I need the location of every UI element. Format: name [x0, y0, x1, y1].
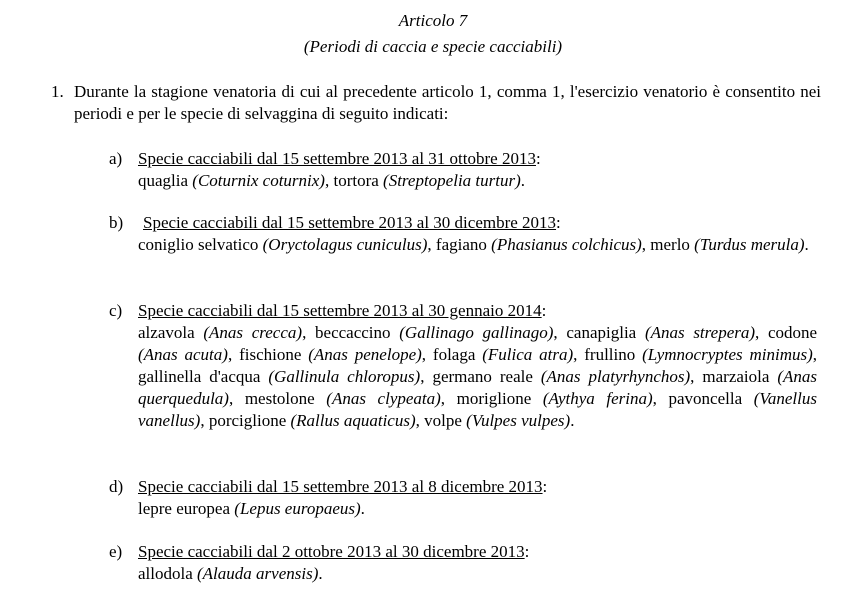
species-name: germano reale	[432, 367, 533, 386]
species-name: canapiglia	[566, 323, 637, 342]
species-name: moriglione	[456, 389, 532, 408]
item-label: b)	[109, 213, 124, 232]
item-species: coniglio selvatico (Oryctolagus cuniculus), fagiano (Phasianus colchicus), merlo (Turdus merula).	[138, 235, 809, 254]
item-heading: Specie cacciabili dal 15 settembre 2013 al 30 dicembre 2013:	[143, 213, 561, 232]
species-latin-name: (Anas acuta)	[138, 345, 228, 364]
species-name: tortora	[333, 171, 379, 190]
item-species: quaglia (Coturnix coturnix), tortora (Streptopelia turtur).	[138, 171, 526, 190]
species-latin-name: (Rallus aquaticus)	[290, 411, 416, 430]
species-latin-name: (Anas clypeata)	[326, 389, 441, 408]
species-name: lepre europea	[138, 499, 231, 518]
species-name: volpe	[424, 411, 462, 430]
item-species: allodola (Alauda arvensis).	[138, 564, 323, 583]
paragraph-text: Durante la stagione venatoria di cui al precedente articolo 1, comma 1, l'esercizio venatorio è consentito nei periodi e per le specie di selvaggina di seguito indicati:	[74, 82, 821, 123]
item-heading: Specie cacciabili dal 2 ottobre 2013 al 30 dicembre 2013:	[138, 542, 530, 561]
species-latin-name: (Anas platyrhynchos)	[540, 367, 691, 386]
species-name: mestolone	[244, 389, 315, 408]
species-latin-name: (Gallinago gallinago)	[399, 323, 554, 342]
species-latin-name: (Coturnix coturnix)	[192, 171, 325, 190]
species-name: alzavola	[138, 323, 195, 342]
species-name: quaglia	[138, 171, 189, 190]
species-latin-name: (Aythya ferina)	[542, 389, 653, 408]
species-latin-name: (Lepus europaeus)	[234, 499, 361, 518]
item-heading: Specie cacciabili dal 15 settembre 2013 al 8 dicembre 2013:	[138, 477, 548, 496]
species-latin-name: (Anas querquedula)	[138, 367, 818, 408]
species-latin-name: (Turdus merula)	[694, 235, 805, 254]
species-name: folaga	[432, 345, 476, 364]
species-latin-name: (Fulica atra)	[482, 345, 574, 364]
item-heading: Specie cacciabili dal 15 settembre 2013 al 31 ottobre 2013:	[138, 149, 541, 168]
species-name: marzaiola	[702, 367, 770, 386]
species-name: merlo	[650, 235, 690, 254]
species-name: pavoncella	[668, 389, 743, 408]
item-heading: Specie cacciabili dal 15 settembre 2013 al 30 gennaio 2014:	[138, 301, 547, 320]
item-species: lepre europea (Lepus europaeus).	[138, 499, 365, 518]
item-label: c)	[109, 301, 123, 320]
species-latin-name: (Lymnocryptes minimus)	[642, 345, 813, 364]
paragraph-1	[51, 81, 821, 125]
species-name: fischione	[239, 345, 302, 364]
species-name: frullino	[584, 345, 636, 364]
item-label: e)	[109, 542, 123, 561]
species-latin-name: (Phasianus colchicus)	[491, 235, 642, 254]
species-name: allodola	[138, 564, 193, 583]
species-name: porciglione	[208, 411, 287, 430]
species-name: gallinella d'acqua	[138, 367, 261, 386]
species-latin-name: (Vulpes vulpes)	[466, 411, 571, 430]
species-latin-name: (Anas crecca)	[203, 323, 303, 342]
item-species: alzavola (Anas crecca), beccaccino (Gallinago gallinago), canapiglia (Anas strepera), codone (Anas acuta), fischione (Anas penelope), folaga (Fulica atra), frullino (Lymnocryptes minimus), gallinella d'acqua (Gallinula chloropus), germano reale (Anas platyrhynchos), marzaiola (Anas querquedula), mestolone (Anas clypeata), moriglione (Aythya ferina), pavoncella (Vanellus vanellus), porciglione (Rallus aquaticus), volpe (Vulpes vulpes).	[138, 323, 818, 430]
species-latin-name: (Anas penelope)	[308, 345, 422, 364]
species-latin-name: (Vanellus vanellus)	[138, 389, 817, 430]
paragraph-number: 1.	[51, 82, 64, 101]
species-latin-name: (Alauda arvensis)	[197, 564, 319, 583]
item-label: a)	[109, 149, 123, 168]
species-name: fagiano	[435, 235, 487, 254]
species-name: beccaccino	[315, 323, 391, 342]
article-title: Articolo 7	[398, 11, 468, 30]
species-latin-name: (Gallinula chloropus)	[268, 367, 421, 386]
item-label: d)	[109, 477, 124, 496]
species-name: coniglio selvatico	[138, 235, 259, 254]
species-latin-name: (Oryctolagus cuniculus)	[262, 235, 428, 254]
species-latin-name: (Anas strepera)	[644, 323, 756, 342]
article-subtitle: (Periodi di caccia e specie cacciabili)	[303, 37, 563, 56]
species-name: codone	[767, 323, 818, 342]
species-latin-name: (Streptopelia turtur)	[383, 171, 521, 190]
